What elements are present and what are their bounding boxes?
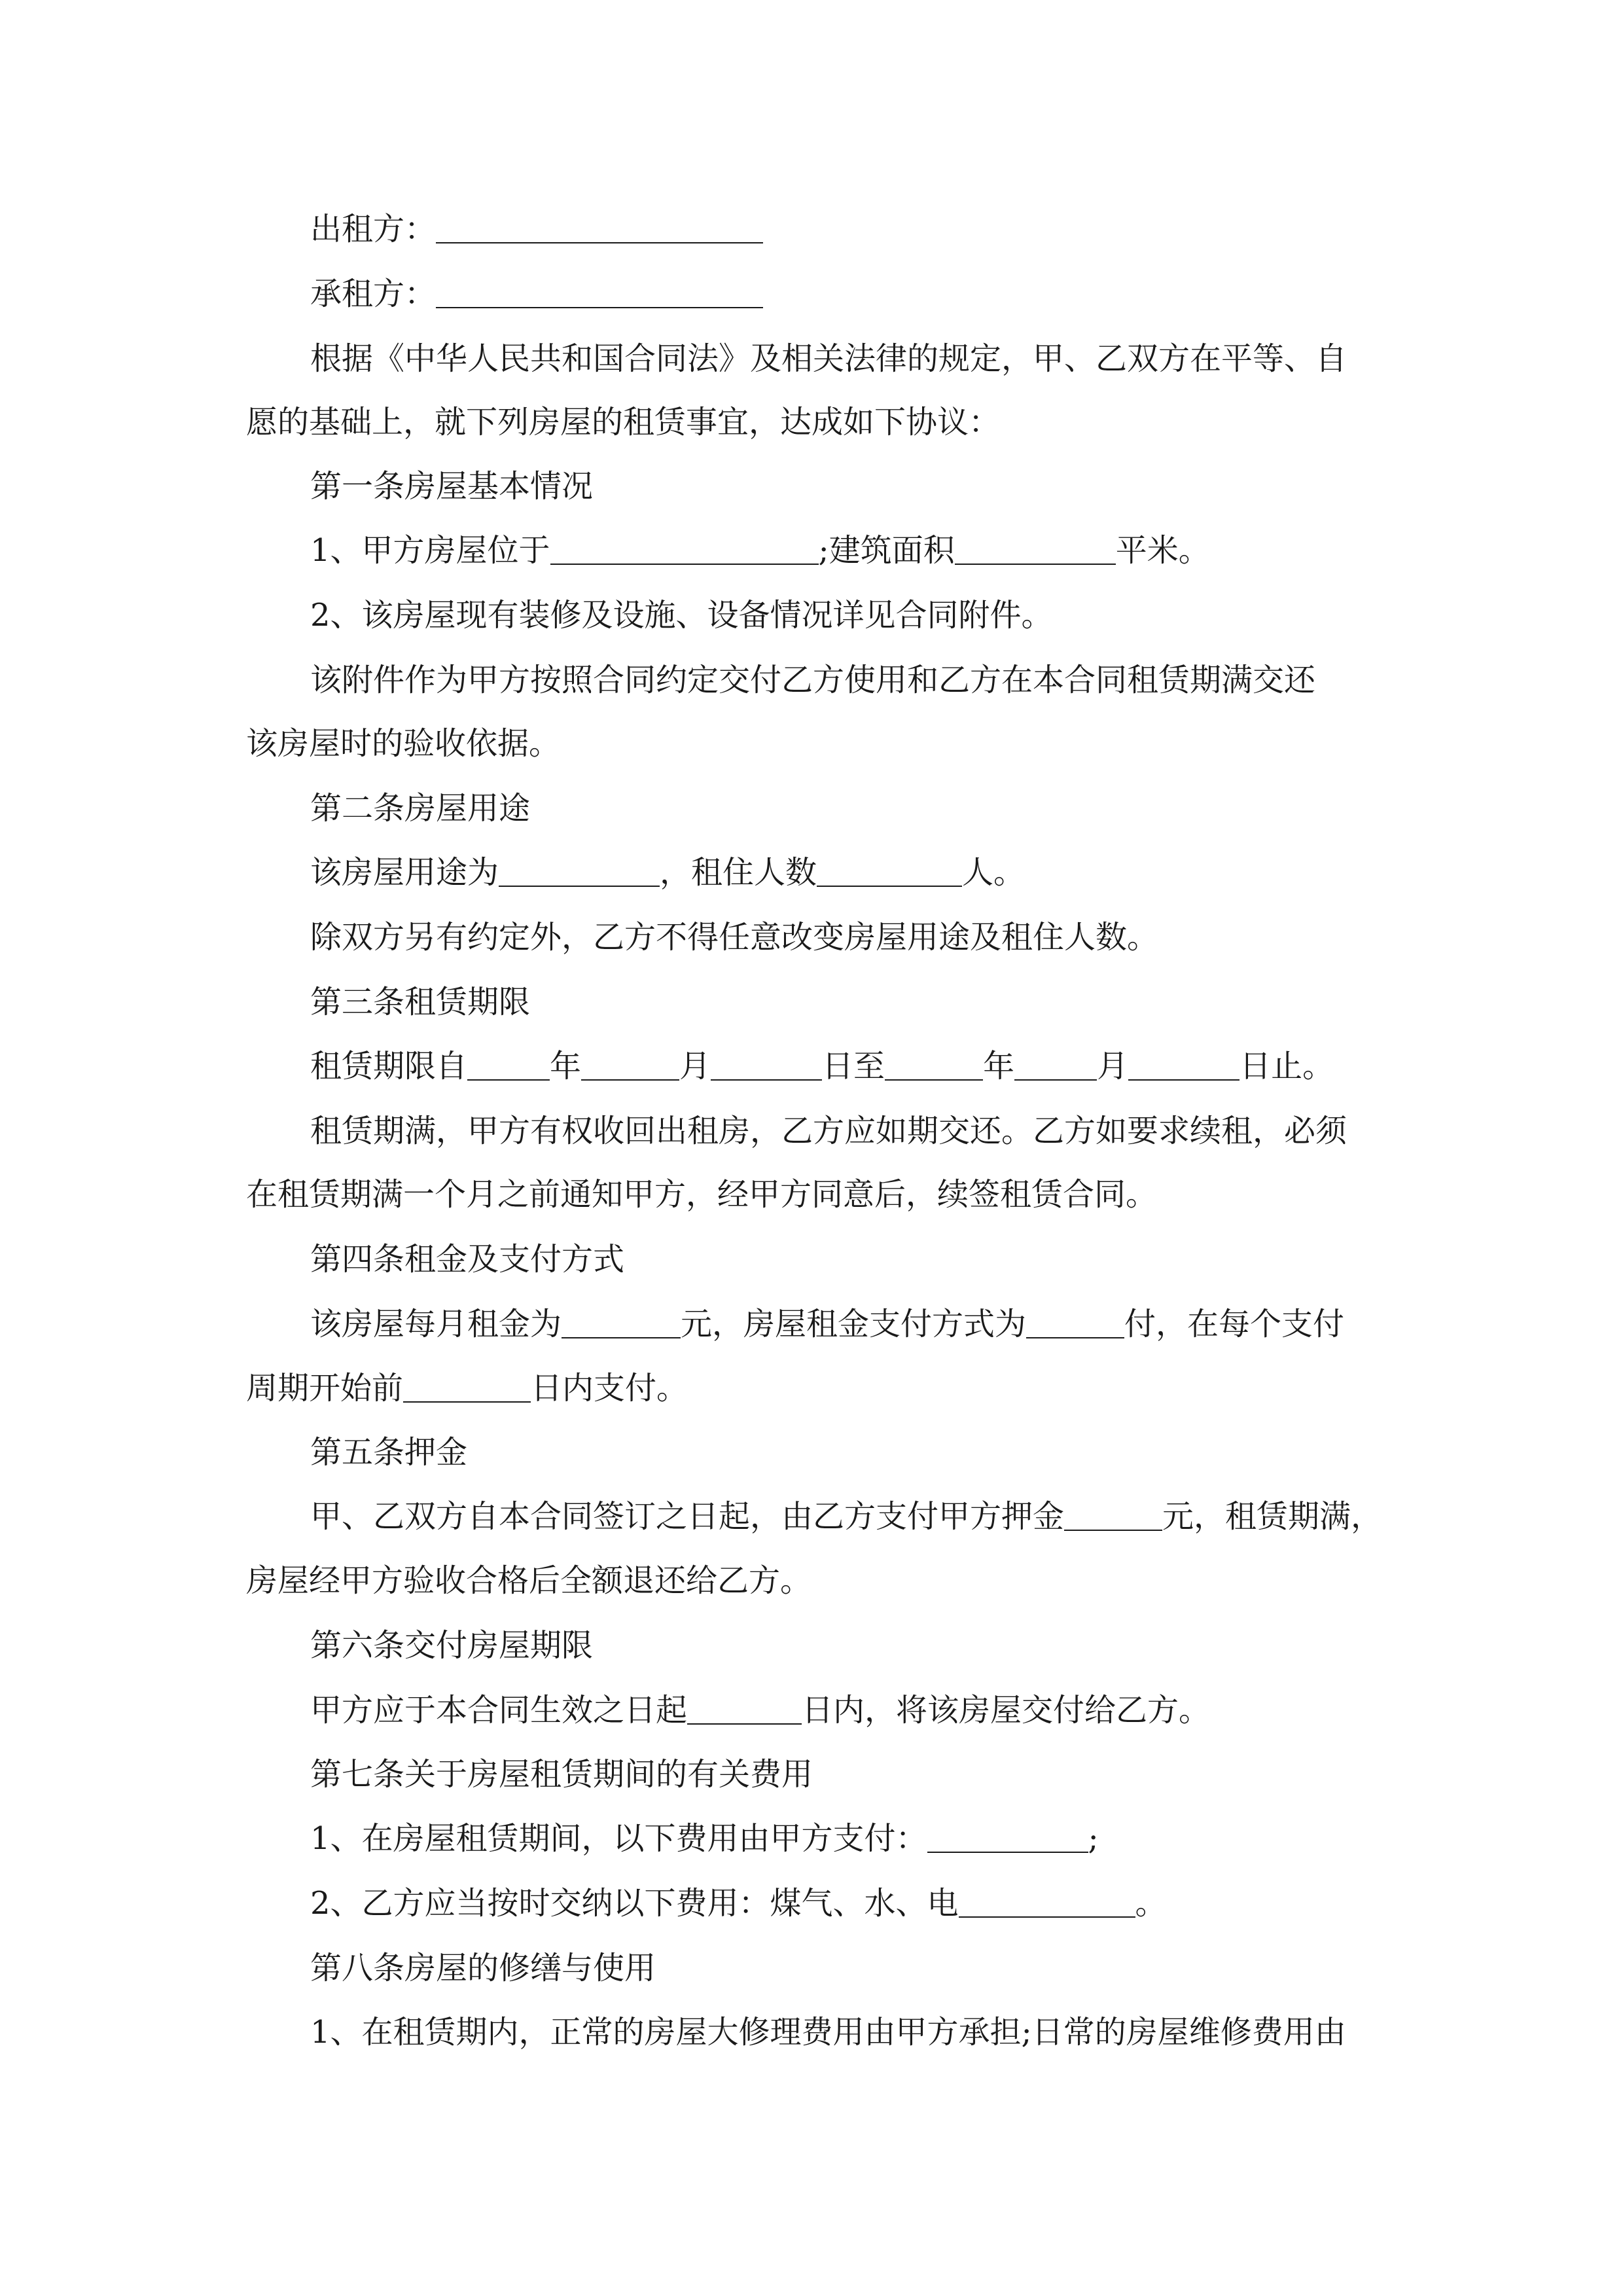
article-5-line-1 <box>310 1484 1383 1549</box>
payment-days-blank[interactable] <box>403 1369 531 1403</box>
article-1-note-1: 该附件作为甲方按照合同约定交付乙方使用和乙方在本合同租赁期满交还 <box>310 662 1316 698</box>
occupants-blank[interactable] <box>817 853 962 887</box>
lessor-fees-label: 1、在房屋租赁期间，以下费用由甲方支付： <box>310 1820 927 1857</box>
location-blank[interactable] <box>550 531 819 565</box>
rent-blank[interactable] <box>562 1304 681 1338</box>
end-day-blank[interactable] <box>1128 1047 1240 1081</box>
article-2-use <box>310 840 1377 905</box>
occupants-label: ，租住人数 <box>660 854 817 891</box>
payment-method-label: 元，房屋租金支付方式为 <box>681 1306 1027 1342</box>
use-label: 该房屋用途为 <box>310 854 499 891</box>
rent-label: 该房屋每月租金为 <box>310 1306 562 1342</box>
article-7-item-2 <box>310 1871 1377 1935</box>
article-6-line-1 <box>310 1678 1377 1742</box>
end-year-unit: 年 <box>983 1048 1015 1085</box>
article-5-line-2: 房屋经甲方验收合格后全额退还给乙方。 <box>246 1562 812 1599</box>
occupants-unit: 人。 <box>962 854 1026 891</box>
lessee-blank[interactable] <box>436 274 763 308</box>
article-5-title: 第五条押金 <box>310 1434 468 1471</box>
lessor-blank[interactable] <box>436 209 763 243</box>
location-label: 1、甲方房屋位于 <box>310 532 550 569</box>
lessee-label: 承租方： <box>310 276 437 312</box>
article-2-title: 第二条房屋用途 <box>310 790 531 827</box>
start-month-blank[interactable] <box>581 1047 679 1081</box>
end-month-blank[interactable] <box>1014 1047 1097 1081</box>
delivery-label: 甲方应于本合同生效之日起 <box>310 1692 688 1729</box>
lessor-fees-end: ; <box>1088 1820 1099 1857</box>
article-4-title: 第四条租金及支付方式 <box>310 1241 625 1278</box>
article-3-note-2: 在租赁期满一个月之前通知甲方，经甲方同意后，续签租赁合同。 <box>246 1176 1158 1213</box>
article-3-note-1: 租赁期满，甲方有权收回出租房，乙方应如期交还。乙方如要求续租，必须 <box>310 1113 1347 1149</box>
preamble-line-2: 愿的基础上，就下列房屋的租赁事宜，达成如下协议： <box>246 404 1001 440</box>
deposit-label: 甲、乙双方自本合同签订之日起，由乙方支付甲方押金 <box>310 1498 1065 1535</box>
payment-days-unit: 日内支付。 <box>531 1370 688 1407</box>
lessor-label: 出租方： <box>310 211 437 247</box>
lessee-line <box>310 262 1377 326</box>
article-7-item-1 <box>310 1806 1377 1871</box>
article-6-title: 第六条交付房屋期限 <box>310 1627 594 1664</box>
lessee-fees-label: 2、乙方应当按时交纳以下费用：煤气、水、电 <box>310 1885 959 1922</box>
area-unit: 平米。 <box>1115 532 1210 569</box>
deposit-unit: 元，租赁期满， <box>1162 1498 1383 1535</box>
preamble-line-1: 根据《中华人民共和国合同法》及相关法律的规定，甲、乙双方在平等、自 <box>310 340 1347 377</box>
start-year-blank[interactable] <box>467 1047 550 1081</box>
start-day-blank[interactable] <box>711 1047 822 1081</box>
area-blank[interactable] <box>955 531 1116 565</box>
article-1-item-1 <box>310 518 1377 583</box>
payment-method-blank[interactable] <box>1026 1304 1124 1338</box>
article-4-line-1 <box>310 1292 1377 1356</box>
article-2-note: 除双方另有约定外，乙方不得任意改变房屋用途及租住人数。 <box>310 919 1159 956</box>
use-blank[interactable] <box>499 853 660 887</box>
delivery-unit: 日内，将该房屋交付给乙方。 <box>802 1692 1211 1729</box>
payment-days-label: 周期开始前 <box>246 1370 404 1407</box>
lessor-line <box>310 197 1377 261</box>
lessor-fees-blank[interactable] <box>927 1819 1088 1853</box>
delivery-days-blank[interactable] <box>687 1691 802 1725</box>
start-day-unit: 日至 <box>822 1048 885 1085</box>
article-8-title: 第八条房屋的修缮与使用 <box>310 1950 656 1986</box>
end-year-blank[interactable] <box>885 1047 983 1081</box>
area-label: ;建筑面积 <box>818 532 955 569</box>
article-7-title: 第七条关于房屋租赁期间的有关费用 <box>310 1756 813 1793</box>
deposit-blank[interactable] <box>1064 1497 1162 1531</box>
term-label: 租赁期限自 <box>310 1048 468 1085</box>
article-8-item-1: 1、在租赁期内，正常的房屋大修理费用由甲方承担;日常的房屋维修费用由 <box>310 2014 1346 2051</box>
lessee-fees-end: 。 <box>1135 1885 1167 1922</box>
article-3-term <box>310 1034 1377 1098</box>
end-month-unit: 月 <box>1097 1048 1129 1085</box>
lessee-fees-blank[interactable] <box>959 1884 1135 1918</box>
article-3-title: 第三条租赁期限 <box>310 984 531 1020</box>
start-year-unit: 年 <box>550 1048 582 1085</box>
article-1-title: 第一条房屋基本情况 <box>310 468 594 505</box>
article-1-note-2: 该房屋时的验收依据。 <box>246 725 561 762</box>
payment-cycle-label: 付，在每个支付 <box>1124 1306 1345 1342</box>
start-month-unit: 月 <box>679 1048 711 1085</box>
end-day-unit: 日止。 <box>1240 1048 1334 1085</box>
article-4-line-2 <box>246 1356 1377 1420</box>
article-1-item-2: 2、该房屋现有装修及设施、设备情况详见合同附件。 <box>310 597 1053 634</box>
